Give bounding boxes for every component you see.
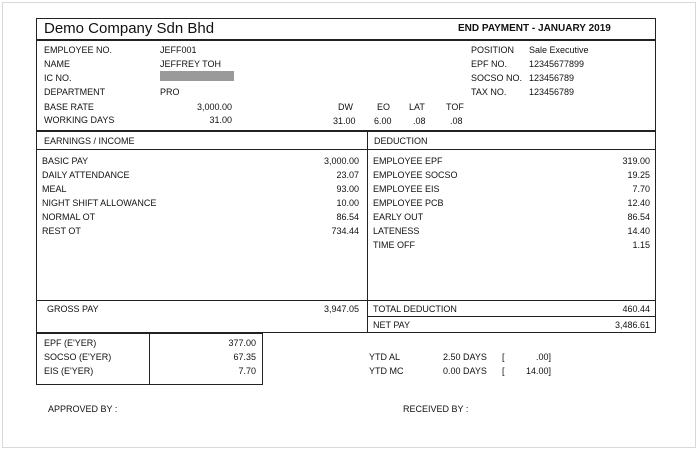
payslip-period: END PAYMENT - JANUARY 2019 — [458, 23, 611, 34]
tof-label: TOF — [446, 102, 464, 112]
gross-pay-label: GROSS PAY — [47, 304, 99, 314]
deduction-amount: 19.25 — [627, 170, 650, 180]
section-header-rule — [36, 149, 656, 150]
earning-label: REST OT — [42, 226, 81, 236]
employer-label: EPF (E'YER) — [44, 338, 97, 348]
employee-no-label: EMPLOYEE NO. — [44, 45, 113, 55]
deduction-label: EMPLOYEE SOCSO — [373, 170, 458, 180]
deduction-label: LATENESS — [373, 226, 420, 236]
earning-label: BASIC PAY — [42, 156, 89, 166]
deduction-amount: 7.70 — [632, 184, 650, 194]
employee-no-value: JEFF001 — [160, 45, 197, 55]
earning-amount: 3,000.00 — [323, 156, 359, 166]
lat-label: LAT — [409, 102, 425, 112]
ytd-label: YTD AL — [369, 352, 401, 362]
deduction-label: EMPLOYEE EIS — [373, 184, 440, 194]
ic-no-label: IC NO. — [44, 73, 72, 83]
ic-no-redaction — [160, 71, 234, 81]
employer-amount: 377.00 — [228, 338, 256, 348]
ytd-value: 14.00] — [525, 366, 551, 376]
name-label: NAME — [44, 59, 71, 69]
net-pay-rule — [367, 316, 656, 317]
employer-amount: 67.35 — [233, 352, 256, 362]
department-value: PRO — [160, 87, 180, 97]
eo-label: EO — [377, 102, 391, 112]
deduction-amount: 12.40 — [627, 198, 650, 208]
employer-amount: 7.70 — [238, 366, 256, 376]
deduction-amount: 14.40 — [627, 226, 650, 236]
epf-no-value: 12345677899 — [529, 59, 585, 69]
deduction-label: EMPLOYEE PCB — [373, 198, 444, 208]
total-deduction-value: 460.44 — [622, 304, 650, 314]
earning-amount: 10.00 — [336, 198, 359, 208]
ytd-value: .00] — [535, 352, 551, 362]
working-days-value: 31.00 — [209, 115, 232, 125]
ytd-label: YTD MC — [369, 366, 404, 376]
company-name: Demo Company Sdn Bhd — [44, 20, 215, 37]
tax-no-label: TAX NO. — [471, 87, 507, 97]
lat-value: .08 — [413, 116, 426, 126]
earning-amount: 86.54 — [336, 212, 359, 222]
earning-amount: 734.44 — [331, 226, 359, 236]
net-pay-value: 3,486.61 — [614, 320, 650, 330]
name-value: JEFFREY TOH — [160, 59, 222, 69]
position-value: Sale Executive — [529, 45, 589, 55]
ytd-bracket: [ — [502, 352, 505, 362]
deduction-amount: 319.00 — [622, 156, 650, 166]
deduction-label: EMPLOYEE EPF — [373, 156, 443, 166]
employer-divider — [149, 333, 150, 385]
totals-rule — [36, 300, 656, 301]
tof-value: .08 — [450, 116, 463, 126]
earnings-header: EARNINGS / INCOME — [44, 136, 135, 146]
deduction-amount: 1.15 — [632, 240, 650, 250]
gross-pay-value: 3,947.05 — [323, 304, 359, 314]
ytd-days: 0.00 DAYS — [443, 366, 487, 376]
working-days-label: WORKING DAYS — [44, 115, 115, 125]
earning-label: NIGHT SHIFT ALLOWANCE — [42, 198, 157, 208]
employer-label: EIS (E'YER) — [44, 366, 94, 376]
ytd-bracket: [ — [502, 366, 505, 376]
epf-no-label: EPF NO. — [471, 59, 508, 69]
earning-label: DAILY ATTENDANCE — [42, 170, 130, 180]
base-rate-label: BASE RATE — [44, 102, 94, 112]
eo-value: 6.00 — [374, 116, 392, 126]
department-label: DEPARTMENT — [44, 87, 106, 97]
socso-no-value: 123456789 — [529, 73, 575, 83]
dw-value: 31.00 — [333, 116, 356, 126]
deduction-header: DEDUCTION — [374, 136, 428, 146]
tax-no-value: 123456789 — [529, 87, 575, 97]
dw-label: DW — [338, 102, 353, 112]
approved-by-label: APPROVED BY : — [48, 404, 118, 414]
earning-label: MEAL — [42, 184, 67, 194]
ytd-days: 2.50 DAYS — [443, 352, 487, 362]
earning-label: NORMAL OT — [42, 212, 96, 222]
employer-label: SOCSO (E'YER) — [44, 352, 112, 362]
received-by-label: RECEIVED BY : — [403, 404, 469, 414]
earning-amount: 23.07 — [336, 170, 359, 180]
deduction-amount: 86.54 — [627, 212, 650, 222]
total-deduction-label: TOTAL DEDUCTION — [373, 304, 457, 314]
column-divider — [367, 131, 368, 333]
net-pay-label: NET PAY — [373, 320, 411, 330]
socso-no-label: SOCSO NO. — [471, 73, 523, 83]
deduction-label: TIME OFF — [373, 240, 415, 250]
earning-amount: 93.00 — [336, 184, 359, 194]
deduction-label: EARLY OUT — [373, 212, 424, 222]
base-rate-value: 3,000.00 — [196, 102, 232, 112]
position-label: POSITION — [471, 45, 515, 55]
